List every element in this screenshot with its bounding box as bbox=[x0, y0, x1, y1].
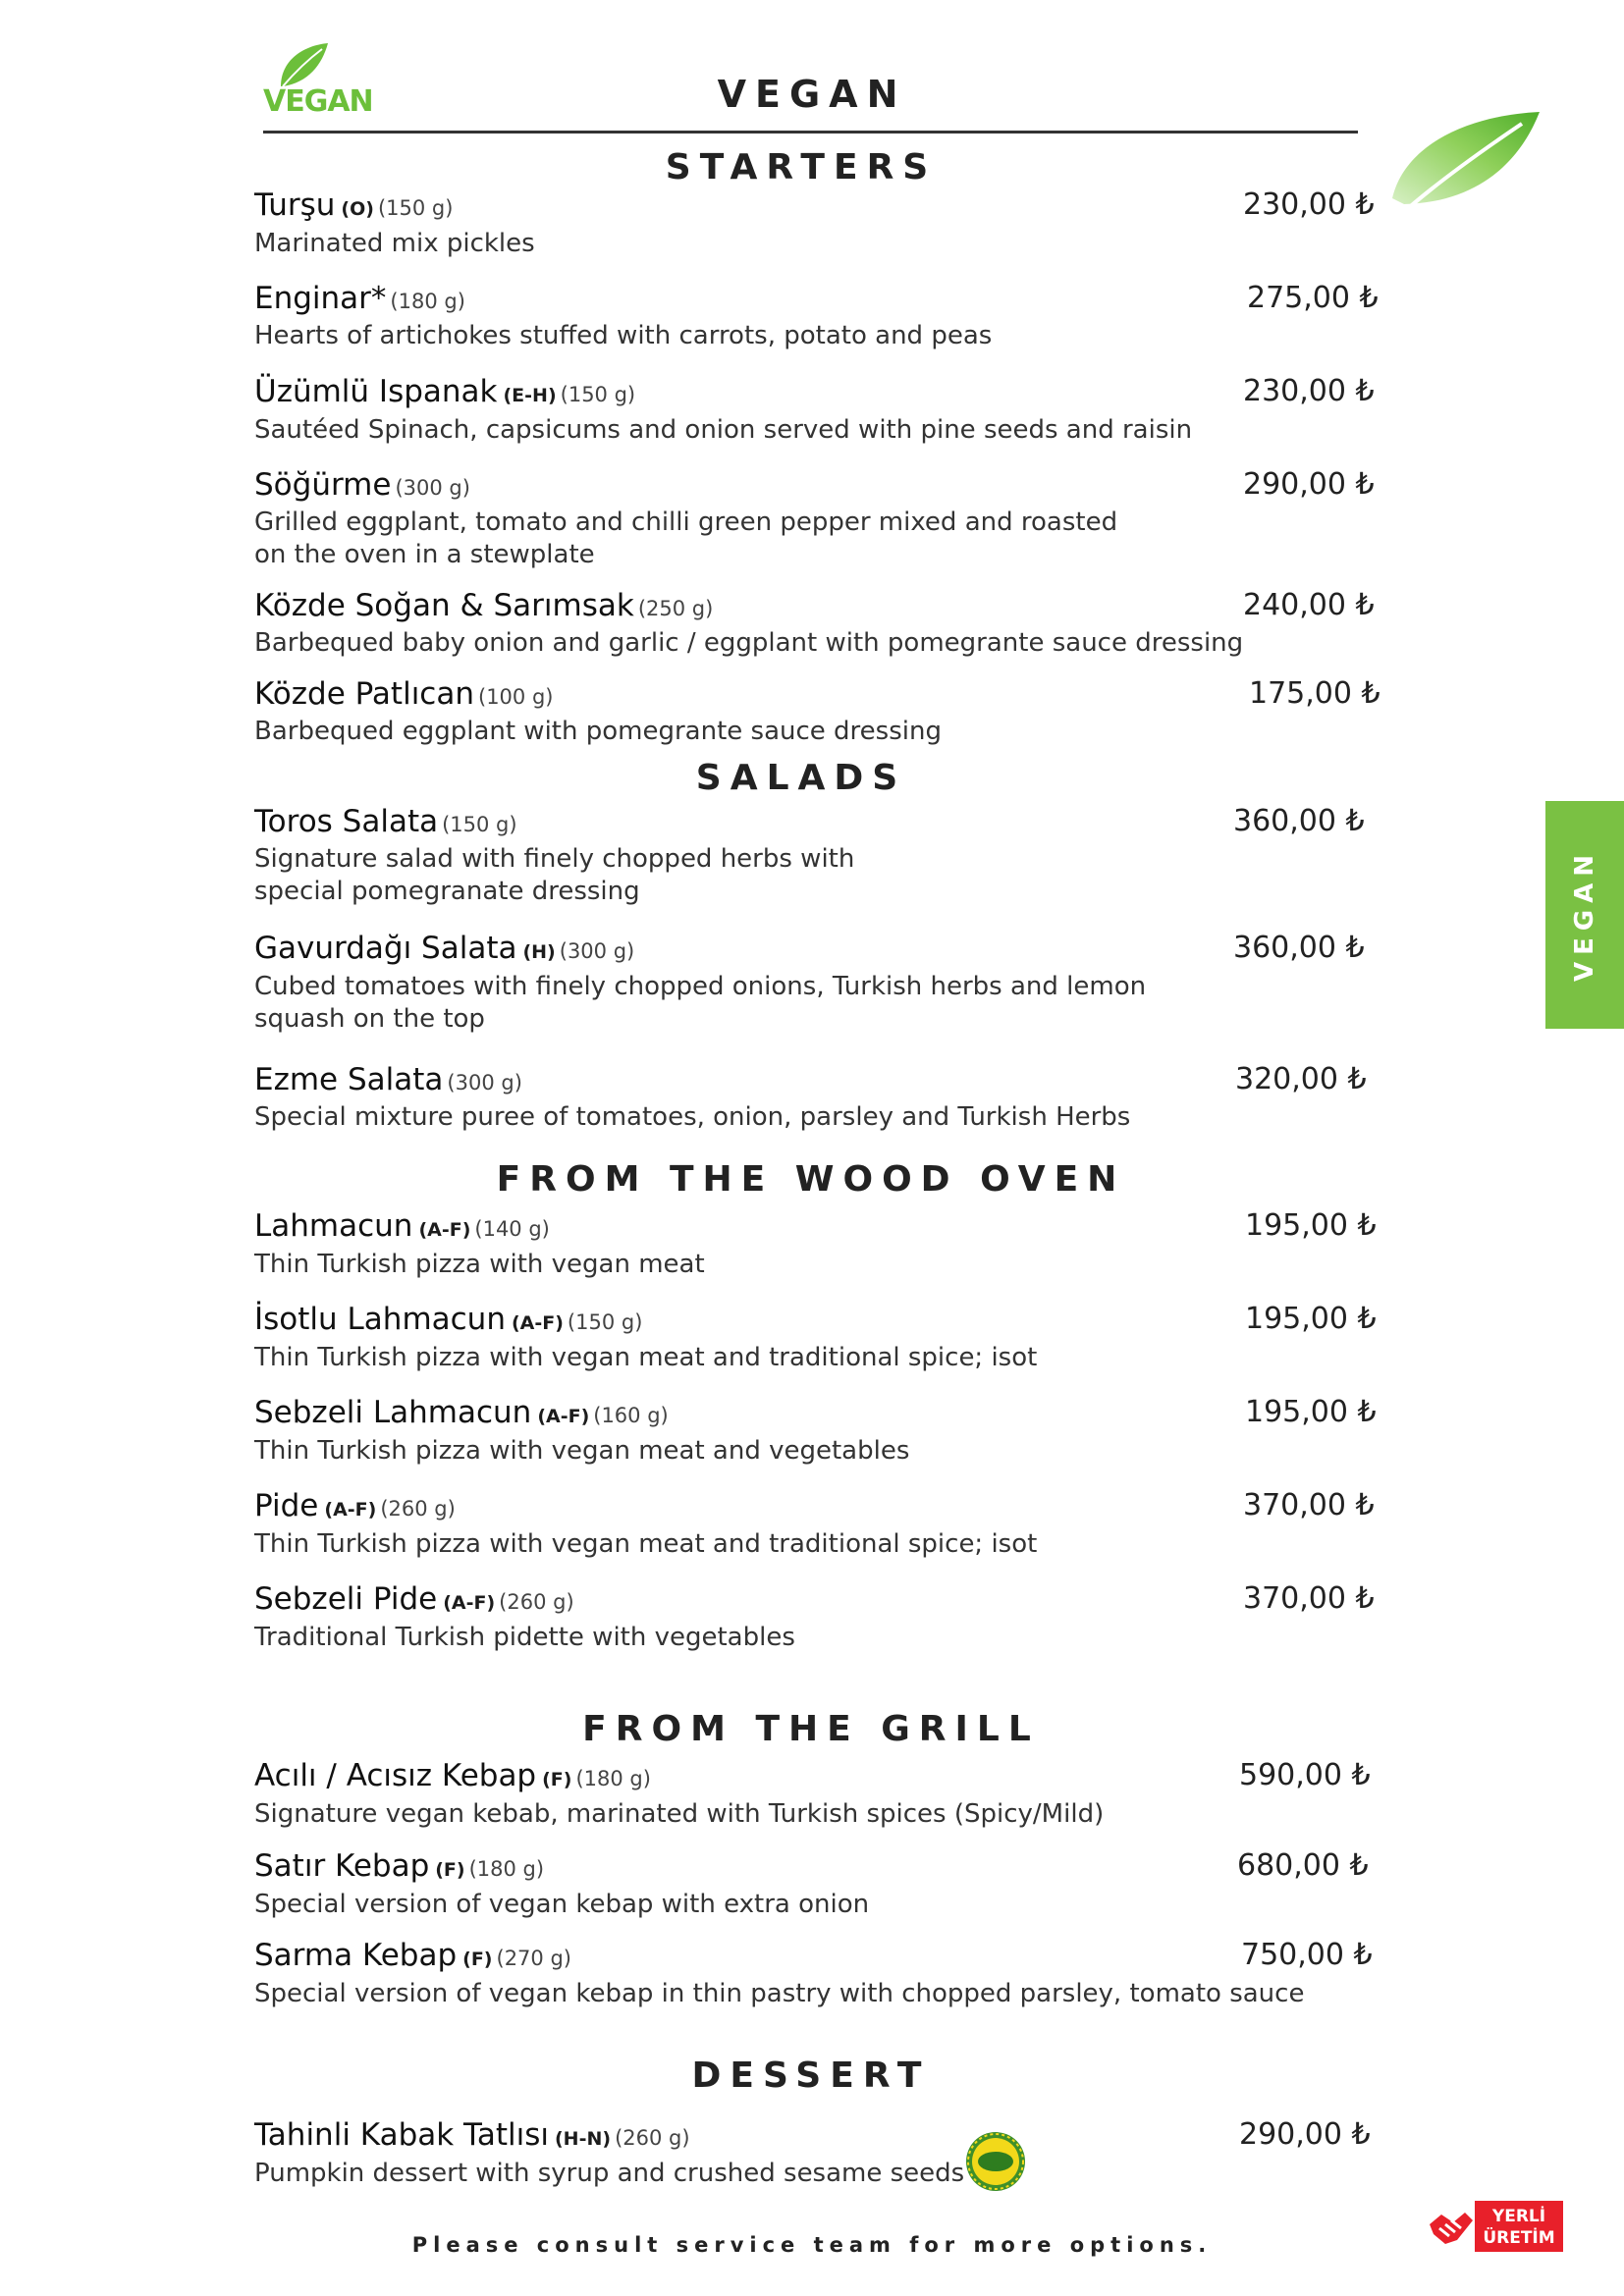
page-title: VEGAN bbox=[717, 73, 907, 116]
allergen-code: (E-H) bbox=[503, 385, 557, 406]
item-weight: (180 g) bbox=[390, 290, 465, 313]
item-name: Ezme Salata bbox=[254, 1062, 444, 1097]
item-title bbox=[254, 466, 1374, 507]
item-price: 370,00 ₺ bbox=[1243, 1488, 1375, 1522]
item-description: Thin Turkish pizza with vegan meat and vegetables bbox=[254, 1436, 910, 1466]
item-description: Thin Turkish pizza with vegan meat and traditional spice; isot bbox=[254, 1529, 1038, 1559]
item-name: Sarma Kebap bbox=[254, 1938, 458, 1973]
item-weight: (100 g) bbox=[478, 685, 554, 709]
item-name: Pide bbox=[254, 1488, 319, 1523]
item-name: Satır Kebap bbox=[254, 1848, 430, 1884]
allergen-code: (A-F) bbox=[443, 1592, 496, 1614]
item-weight: (150 g) bbox=[377, 196, 454, 220]
item-weight: (180 g) bbox=[575, 1767, 651, 1790]
allergen-code: (O) bbox=[341, 198, 374, 220]
menu-item bbox=[254, 1394, 1377, 1468]
item-name: Gavurdağı Salata bbox=[254, 931, 517, 966]
item-description: Barbequed eggplant with pomegrante sauce dressing bbox=[254, 717, 942, 746]
item-title bbox=[254, 2116, 1374, 2158]
quality-seal bbox=[964, 2130, 1027, 2193]
item-weight: (150 g) bbox=[560, 383, 636, 406]
menu-item bbox=[254, 466, 1374, 571]
item-description: Cubed tomatoes with finely chopped onions, Turkish herbs and lemon bbox=[254, 972, 1147, 1001]
item-name: Üzümlü Ispanak bbox=[254, 374, 498, 409]
item-description: special pomegranate dressing bbox=[254, 877, 640, 906]
item-description: Traditional Turkish pidette with vegetables bbox=[254, 1623, 795, 1652]
item-title bbox=[254, 1937, 1374, 1978]
allergen-code: (H) bbox=[522, 941, 556, 963]
item-weight: (140 g) bbox=[474, 1217, 550, 1241]
allergen-code: (H-N) bbox=[555, 2128, 612, 2150]
item-description: Thin Turkish pizza with vegan meat and traditional spice; isot bbox=[254, 1343, 1038, 1372]
item-name: Toros Salata bbox=[254, 804, 439, 839]
menu-item bbox=[254, 587, 1374, 660]
item-title bbox=[254, 1301, 1374, 1342]
badge-line2: ÜRETİM bbox=[1483, 2228, 1555, 2248]
item-description: Marinated mix pickles bbox=[254, 229, 535, 258]
item-description: squash on the top bbox=[254, 1004, 485, 1034]
item-description: Sautéed Spinach, capsicums and onion served with pine seeds and raisin bbox=[254, 415, 1193, 445]
item-weight: (150 g) bbox=[567, 1310, 643, 1334]
item-price: 230,00 ₺ bbox=[1243, 374, 1375, 408]
item-title bbox=[254, 1580, 1374, 1622]
allergen-code: (A-F) bbox=[418, 1219, 471, 1241]
item-title bbox=[254, 803, 1374, 843]
allergen-code: (A-F) bbox=[324, 1499, 377, 1521]
leaf-icon bbox=[1375, 108, 1543, 238]
menu-item bbox=[254, 1301, 1377, 1374]
item-description: Special mixture puree of tomatoes, onion, parsley and Turkish Herbs bbox=[254, 1102, 1131, 1132]
menu-item bbox=[254, 1207, 1377, 1281]
item-price: 275,00 ₺ bbox=[1247, 281, 1379, 315]
menu-item bbox=[254, 1580, 1374, 1654]
item-price: 360,00 ₺ bbox=[1233, 804, 1365, 838]
menu-item bbox=[254, 1487, 1374, 1561]
item-description: Hearts of artichokes stuffed with carrots, potato and peas bbox=[254, 321, 993, 350]
item-price: 290,00 ₺ bbox=[1243, 467, 1375, 502]
section-starters: STARTERS bbox=[665, 147, 938, 187]
item-price: 195,00 ₺ bbox=[1245, 1208, 1377, 1243]
badge-line1: YERLİ bbox=[1491, 2207, 1546, 2226]
side-tab-vegan bbox=[1545, 801, 1624, 1029]
item-price: 360,00 ₺ bbox=[1233, 931, 1365, 965]
item-name: Közde Soğan & Sarımsak bbox=[254, 588, 634, 623]
section-dessert: DESSERT bbox=[691, 2056, 931, 2096]
item-name: Turşu bbox=[254, 187, 336, 223]
item-title bbox=[254, 1207, 1374, 1249]
item-title bbox=[254, 1061, 1374, 1101]
item-name: Söğürme bbox=[254, 467, 392, 503]
item-price: 195,00 ₺ bbox=[1245, 1302, 1377, 1336]
item-price: 175,00 ₺ bbox=[1249, 676, 1380, 711]
item-weight: (300 g) bbox=[395, 476, 470, 500]
item-weight: (180 g) bbox=[468, 1857, 545, 1881]
item-price: 230,00 ₺ bbox=[1243, 187, 1375, 222]
title-divider bbox=[263, 131, 1358, 133]
item-weight: (260 g) bbox=[615, 2126, 690, 2150]
item-description: Grilled eggplant, tomato and chilli green pepper mixed and roasted bbox=[254, 507, 1118, 537]
allergen-code: (F) bbox=[542, 1769, 572, 1790]
item-name: Enginar* bbox=[254, 281, 387, 316]
side-tab-label: VEGAN bbox=[1570, 847, 1599, 983]
item-title bbox=[254, 1487, 1374, 1528]
allergen-code: (A-F) bbox=[537, 1406, 590, 1427]
item-weight: (260 g) bbox=[499, 1590, 574, 1614]
item-title bbox=[254, 373, 1374, 414]
allergen-code: (A-F) bbox=[511, 1312, 564, 1334]
menu-item bbox=[254, 1757, 1374, 1831]
item-weight: (160 g) bbox=[593, 1404, 669, 1427]
item-name: Sebzeli Lahmacun bbox=[254, 1395, 532, 1430]
item-weight: (150 g) bbox=[442, 813, 517, 836]
item-price: 370,00 ₺ bbox=[1243, 1581, 1375, 1616]
item-title bbox=[254, 675, 1374, 716]
footer-note: Please consult service team for more options. bbox=[411, 2233, 1213, 2257]
item-description: Barbequed baby onion and garlic / eggplant with pomegrante sauce dressing bbox=[254, 628, 1244, 658]
item-title bbox=[254, 187, 1374, 228]
item-weight: (250 g) bbox=[637, 597, 714, 620]
item-price: 240,00 ₺ bbox=[1243, 588, 1375, 622]
item-name: Lahmacun bbox=[254, 1208, 413, 1244]
menu-item bbox=[254, 675, 1380, 748]
item-description: on the oven in a stewplate bbox=[254, 540, 595, 569]
item-price: 750,00 ₺ bbox=[1241, 1938, 1373, 1972]
section-salads: SALADS bbox=[695, 758, 907, 798]
allergen-code: (F) bbox=[462, 1949, 493, 1970]
item-title bbox=[254, 587, 1374, 627]
item-description: Thin Turkish pizza with vegan meat bbox=[254, 1250, 705, 1279]
item-title bbox=[254, 1847, 1374, 1889]
logo-text: VEGAN bbox=[263, 84, 373, 119]
menu-item bbox=[254, 1061, 1374, 1134]
item-weight: (300 g) bbox=[447, 1071, 522, 1095]
section-wood-oven: FROM THE WOOD OVEN bbox=[496, 1159, 1126, 1200]
section-grill: FROM THE GRILL bbox=[582, 1709, 1040, 1749]
item-name: İsotlu Lahmacun bbox=[254, 1302, 506, 1337]
leaf-decoration bbox=[1375, 108, 1543, 238]
menu-item bbox=[254, 280, 1379, 352]
item-title bbox=[254, 1394, 1374, 1435]
item-weight: (270 g) bbox=[496, 1947, 571, 1970]
item-weight: (260 g) bbox=[380, 1497, 456, 1521]
item-name: Tahinli Kabak Tatlısı bbox=[254, 2117, 549, 2153]
menu-item bbox=[254, 373, 1374, 447]
menu-item bbox=[254, 930, 1374, 1036]
item-price: 320,00 ₺ bbox=[1235, 1062, 1367, 1096]
allergen-code: (F) bbox=[435, 1859, 465, 1881]
item-description: Signature salad with finely chopped herbs with bbox=[254, 844, 855, 874]
item-title bbox=[254, 1757, 1374, 1798]
item-description: Pumpkin dessert with syrup and crushed sesame seeds bbox=[254, 2159, 965, 2188]
item-price: 680,00 ₺ bbox=[1237, 1848, 1369, 1883]
item-price: 590,00 ₺ bbox=[1239, 1758, 1371, 1792]
menu-item bbox=[254, 803, 1374, 908]
seal-icon bbox=[964, 2130, 1027, 2193]
item-price: 195,00 ₺ bbox=[1245, 1395, 1377, 1429]
menu-item bbox=[254, 2116, 1374, 2190]
item-description: Special version of vegan kebap in thin pastry with chopped parsley, tomato sauce bbox=[254, 1979, 1305, 2008]
item-description: Signature vegan kebab, marinated with Turkish spices (Spicy/Mild) bbox=[254, 1799, 1105, 1829]
item-description: Special version of vegan kebap with extra onion bbox=[254, 1890, 870, 1919]
item-weight: (300 g) bbox=[559, 939, 635, 963]
item-title bbox=[254, 280, 1374, 320]
item-name: Közde Patlıcan bbox=[254, 676, 474, 712]
item-title bbox=[254, 930, 1374, 971]
item-price: 290,00 ₺ bbox=[1239, 2117, 1371, 2152]
menu-item bbox=[254, 1937, 1374, 2010]
menu-item bbox=[254, 187, 1374, 260]
item-name: Acılı / Acısız Kebap bbox=[254, 1758, 537, 1793]
menu-item bbox=[254, 1847, 1374, 1921]
item-name: Sebzeli Pide bbox=[254, 1581, 438, 1617]
